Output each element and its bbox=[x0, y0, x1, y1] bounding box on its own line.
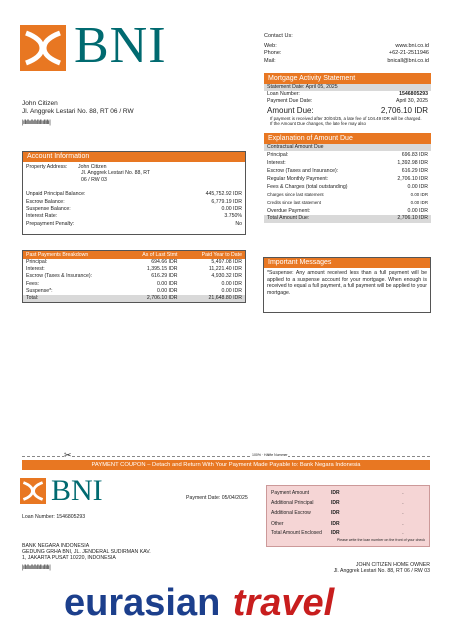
amount-input[interactable]: . bbox=[402, 529, 404, 536]
table-row: Fees: 0.00 IDR 0.00 IDR bbox=[26, 280, 242, 287]
bank-barcode: |ıllıllııllıllıllıllııllıllı| bbox=[22, 564, 51, 571]
web-link[interactable]: www.bni.co.id bbox=[395, 43, 429, 49]
table-row: Interest: 1,395.15 IDR 11,221.40 IDR bbox=[26, 266, 242, 273]
watermark-word-2: travel bbox=[232, 582, 335, 624]
owner-name: JOHN CITIZEN HOME OWNER bbox=[355, 562, 430, 568]
amount-input[interactable]: . bbox=[402, 520, 404, 527]
table-row: Suspense*: 0.00 IDR 0.00 IDR bbox=[26, 287, 242, 294]
bank-address-line-2: 1, JAKARTA PUSAT 10220, INDONESIA bbox=[22, 555, 116, 562]
statement-date: Statement Date: April 05, 2025 bbox=[264, 84, 431, 91]
explanation-total: Total Amount Due: 2,706.10 IDR bbox=[264, 215, 431, 223]
bni-logo bbox=[20, 17, 180, 74]
explanation-row: Interest: 1,392.98 IDR bbox=[267, 160, 428, 166]
watermark bbox=[64, 578, 424, 628]
ytd-header: Paid Year to Date bbox=[201, 252, 242, 258]
form-row: Additional Principal IDR . bbox=[271, 498, 425, 508]
property-line-3: 06 / RW 03 bbox=[81, 176, 107, 183]
bni-logo-text: BNI bbox=[74, 17, 167, 74]
messages-title: Important Messages bbox=[264, 258, 430, 268]
owner-block bbox=[250, 562, 430, 575]
statement-title: Mortgage Activity Statement bbox=[264, 73, 431, 84]
web-label: Web: bbox=[264, 43, 277, 49]
property-line-2: Jl. Anggrek Lestari No. 88, RT bbox=[81, 170, 151, 177]
customer-block bbox=[22, 100, 252, 127]
explanation-row: Escrow (Taxes and Insurance): 616.29 IDR bbox=[267, 168, 428, 174]
table-row: Principal: 694.66 IDR 5,497.08 IDR bbox=[26, 259, 242, 265]
amount-input[interactable]: . bbox=[402, 510, 404, 517]
account-row: Escrow Balance: 6,779.19 IDR bbox=[26, 198, 242, 205]
property-label: Property Address: bbox=[26, 164, 68, 170]
form-row: Other IDR . bbox=[271, 519, 425, 529]
watermark-word-1: eurasian bbox=[64, 582, 221, 624]
coupon-banner: PAYMENT COUPON – Detach and Return With Your Payment Made Payable to: Bank Negara Indonesia bbox=[22, 460, 430, 470]
explanation-row: Fees & Charges (total outstanding) 0.00 IDR bbox=[267, 184, 428, 190]
past-payments-table bbox=[22, 250, 246, 303]
phone-number: +62-21-2511946 bbox=[388, 50, 429, 56]
customer-barcode: |ıllıllııllıllıllıllııllıllı| bbox=[22, 120, 51, 126]
contact-block bbox=[264, 33, 429, 65]
account-row: Prepayment Penalty: No bbox=[26, 220, 242, 227]
bank-name: BANK NEGARA INDONESIA bbox=[22, 543, 90, 549]
due-date-label: Payment Due Date: bbox=[267, 98, 313, 105]
mortgage-statement bbox=[264, 73, 431, 127]
table-total-row: Total: 2,706.10 IDR 21,648.80 IDR bbox=[23, 295, 245, 302]
bni-logo-mark-icon bbox=[20, 25, 66, 71]
important-messages bbox=[263, 257, 431, 313]
contact-title: Contact Us: bbox=[264, 33, 293, 39]
explanation-row: Principal: 696.83 IDR bbox=[267, 152, 428, 158]
due-date-value: April 30, 2025 bbox=[395, 98, 428, 105]
coupon-bni-logo bbox=[20, 474, 120, 507]
coupon-loan-number: Loan Number: 1546805293 bbox=[22, 514, 86, 520]
account-row: Interest Rate: 3.750% bbox=[26, 213, 242, 220]
bni-logo-mark-icon bbox=[20, 478, 46, 504]
past-payments-header: Past Payments Breakdown bbox=[26, 252, 89, 258]
scissors-icon: ✂ bbox=[64, 450, 72, 460]
customer-name: John Citizen bbox=[22, 100, 58, 107]
explanation-box bbox=[264, 133, 431, 223]
form-row: Payment Amount IDR . bbox=[271, 488, 425, 498]
account-row: Suspense Balance: 0.00 IDR bbox=[26, 206, 242, 213]
account-title: Account Information bbox=[23, 152, 245, 162]
phone-label: Phone: bbox=[264, 50, 282, 56]
loan-number-label: Loan Number: bbox=[267, 91, 300, 97]
form-row: Additional Escrow IDR . bbox=[271, 508, 425, 518]
amount-input[interactable]: . bbox=[402, 500, 404, 507]
amount-due-label: Amount Due: bbox=[267, 105, 314, 115]
explanation-subheader: Contractual Amount Due bbox=[264, 144, 431, 151]
form-note: Please write the loan number on the front of your check bbox=[336, 537, 425, 542]
bank-address bbox=[22, 543, 151, 571]
customer-address: Jl. Anggrek Lestari No. 88, RT 06 / RW bbox=[22, 108, 134, 115]
explanation-row: Charges since last statement 0.00 IDR bbox=[267, 192, 428, 197]
coupon-logo-text: BNI bbox=[51, 474, 103, 507]
coupon-payment-date: Payment Date: 05/04/2025 bbox=[186, 495, 248, 501]
explanation-row: Regular Monthly Payment: 2,706.10 IDR bbox=[267, 176, 428, 182]
loan-number-value: 1546805293 bbox=[399, 91, 428, 97]
mail-label: Mail: bbox=[264, 58, 276, 64]
payment-form bbox=[266, 485, 430, 547]
account-row: Unpaid Principal Balance: 445,752.92 IDR bbox=[26, 191, 242, 198]
cut-text: 100% · Hälfte Nummer bbox=[252, 453, 288, 457]
amount-due-value: 2,706.10 IDR bbox=[380, 105, 428, 115]
amount-input[interactable]: . bbox=[402, 490, 404, 496]
property-line-1: John Citizen bbox=[78, 164, 107, 170]
explanation-row: Credits since last statement 0.00 IDR bbox=[267, 200, 428, 205]
mail-link[interactable]: bnicall@bni.co.id bbox=[387, 58, 429, 64]
explanation-row: Overdue Payment: 0.00 IDR bbox=[267, 208, 428, 214]
late-fee-note: If payment is received after 30/04/25, a late fee of 104.49 IDR will be charged. If the Amount Due changes, the late fee may also bbox=[270, 115, 422, 127]
last-stmt-header: As of Last Stmt bbox=[142, 252, 178, 258]
messages-body: *Suspense: Any amount received less than a full payment will be applied to a suspense account for your mortgage. When enough is received to equal a full payment, a full payment will be applied to your mortgage. bbox=[267, 270, 427, 296]
owner-address: Jl. Anggrek Lestari No. 88, RT 06 / RW 03 bbox=[333, 568, 430, 575]
table-row: Escrow (Taxes & Insurance): 616.29 IDR 4,930.32 IDR bbox=[26, 273, 242, 280]
explanation-title: Explanation of Amount Due bbox=[264, 133, 431, 144]
form-row: Total Amount Enclosed IDR . bbox=[271, 529, 425, 538]
account-information bbox=[22, 151, 246, 235]
bank-address-line-1: GEDUNG GRHA BNI, JL. JENDERAL SUDIRMAN KAV. bbox=[22, 549, 151, 556]
